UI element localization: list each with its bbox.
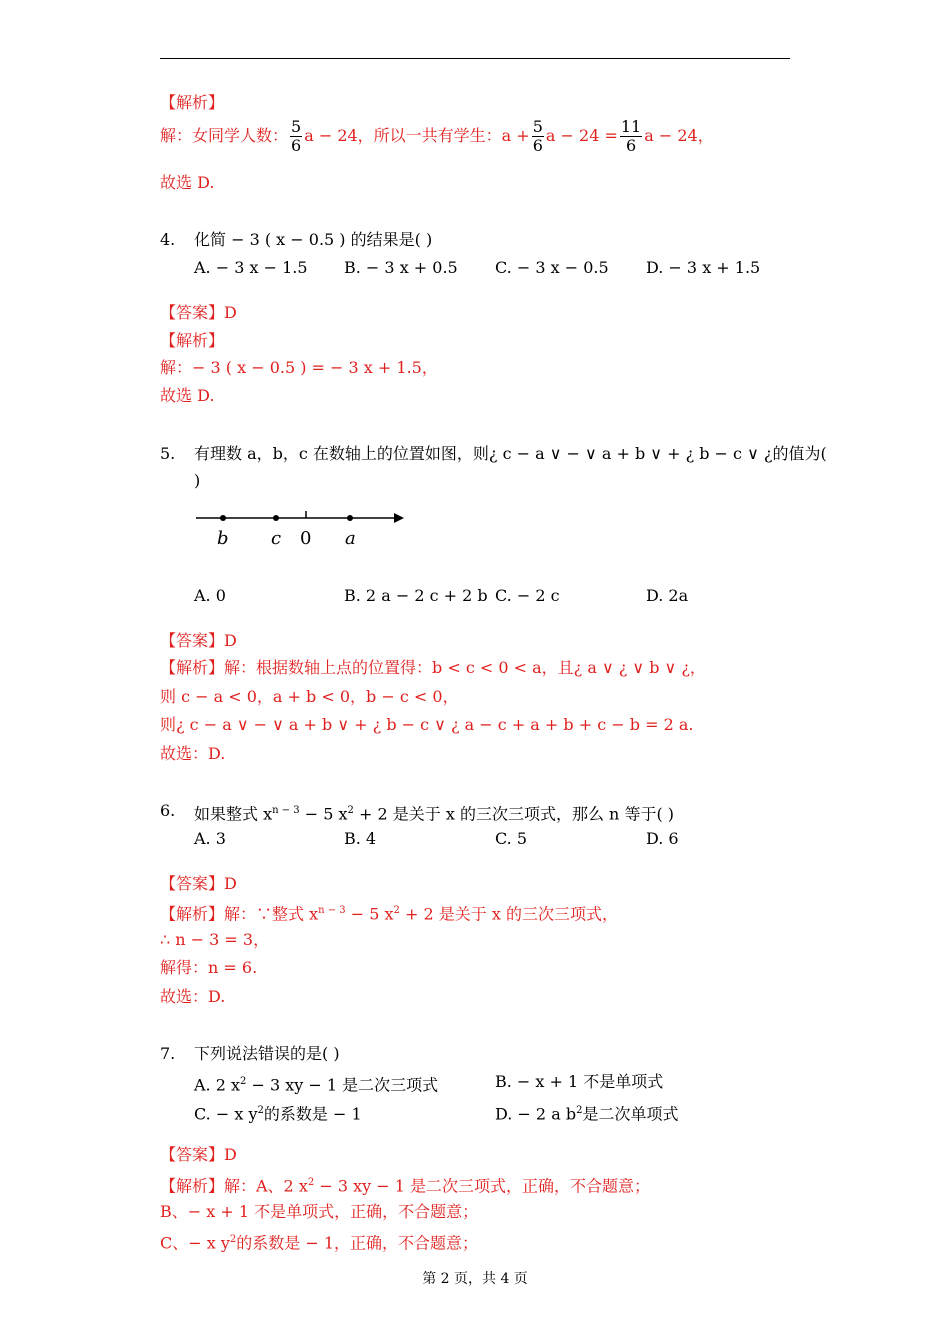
q6-stem-sup: n − 3 [272, 805, 300, 816]
q6-choose: 故选：D. [160, 987, 226, 1006]
q7-line-c [160, 1229, 478, 1254]
q6-option-b: B. 4 [344, 829, 377, 848]
q6-option-c: C. 5 [495, 829, 528, 848]
q7-lineC-pre: C、− x y [160, 1233, 230, 1253]
q5-stem-line2: ) [194, 471, 201, 490]
q3-solution [160, 118, 714, 155]
q3-frac1-num: 5 [291, 117, 302, 136]
q5-analysis-line1: 【解析】解：根据数轴上点的位置得：b < c < 0 < a，且¿ a ∨ ¿ ∨ b ∨ ¿， [160, 658, 706, 677]
q3-frac-3 [620, 118, 642, 155]
q6-analysis [160, 900, 618, 925]
q7-optD-post: 是二次单项式 [582, 1104, 679, 1124]
q5-analysis-line3: 则¿ c − a ∨ − ∨ a + b ∨ + ¿ b − c ∨ ¿ a − c + a + b + c − b = 2 a. [160, 715, 694, 734]
q6-answer: 【答案】D [160, 874, 237, 893]
q4-answer: 【答案】D [160, 303, 237, 322]
q7-answer: 【答案】D [160, 1145, 237, 1164]
q7-optA-post: − 3 xy − 1 是二次三项式 [246, 1075, 439, 1095]
q5-analysis-line2: 则 c − a < 0，a + b < 0，b − c < 0， [160, 687, 459, 706]
q7-analysis [160, 1172, 650, 1197]
q7-option-d [495, 1100, 678, 1125]
q6-analysis-sup2: 2 [393, 905, 400, 916]
q6-line2: ∴ n − 3 = 3， [160, 930, 270, 949]
q5-option-b: B. 2 a − 2 c + 2 b [344, 586, 488, 605]
q7-analysis-pre: 【解析】解：A、2 x [160, 1176, 308, 1196]
q6-stem-post: + 2 是关于 x 的三次三项式，那么 n 等于( ) [353, 804, 675, 824]
q3-frac-2 [532, 118, 544, 155]
q3-frac-1 [290, 118, 302, 155]
q5-number: 5. [160, 444, 176, 463]
q7-option-b: B. − x + 1 不是单项式 [495, 1072, 664, 1091]
q6-stem [194, 800, 674, 825]
q7-lineC-post: 的系数是 − 1，正确，不合题意； [236, 1233, 479, 1253]
q7-stem: 下列说法错误的是( ) [194, 1044, 340, 1063]
q3-analysis-label: 【解析】 [160, 93, 225, 112]
q7-analysis-sup: 2 [307, 1177, 315, 1188]
q6-analysis-mid: − 5 x [345, 904, 394, 924]
q5-number-line [190, 504, 420, 554]
q6-analysis-sup: n − 3 [318, 905, 346, 916]
q3-frac1-den: 6 [291, 136, 302, 155]
q4-number: 4. [160, 230, 176, 249]
q3-sol-prefix: 解：女同学人数： [160, 126, 289, 145]
q6-analysis-pre: 【解析】解：∵整式 x [160, 904, 319, 924]
q6-line3: 解得：n = 6. [160, 958, 258, 977]
q4-option-a: A. − 3 x − 1.5 [194, 258, 308, 277]
q4-option-b: B. − 3 x + 0.5 [344, 258, 458, 277]
q6-stem-mid: − 5 x [299, 804, 348, 824]
q3-frac2-den: 6 [532, 136, 543, 155]
q3-frac3-den: 6 [625, 136, 637, 155]
q7-optC-post: 的系数是 − 1 [263, 1104, 362, 1124]
q5-choose: 故选：D. [160, 744, 226, 763]
q7-lineC-sup: 2 [229, 1234, 237, 1245]
q7-analysis-post: − 3 xy − 1 是二次三项式，正确，不合题意； [314, 1176, 650, 1196]
q7-option-a [194, 1071, 438, 1096]
q6-stem-sup2: 2 [347, 805, 354, 816]
q7-optC-pre: C. − x y [194, 1104, 258, 1124]
page-footer: 第 2 页，共 4 页 [422, 1271, 528, 1287]
q3-choose: 故选 D. [160, 173, 215, 192]
q3-frac2-num: 5 [532, 117, 543, 136]
axis-label-zero: 0 [300, 528, 312, 549]
q6-analysis-post: + 2 是关于 x 的三次三项式， [399, 904, 618, 924]
header-rule [160, 58, 790, 59]
q5-option-c: C. − 2 c [495, 586, 560, 605]
q6-number: 6. [160, 801, 176, 820]
axis-label-c: c [271, 528, 282, 549]
axis-label-b: b [217, 528, 229, 549]
q7-optC-sup: 2 [257, 1105, 264, 1116]
q3-sol-part3: a − 24， [644, 126, 714, 145]
q5-stem-line1: 有理数 a，b，c 在数轴上的位置如图，则¿ c − a ∨ − ∨ a + b ∨ + ¿ b − c ∨ ¿的值为( [194, 444, 827, 463]
q5-answer: 【答案】D [160, 631, 237, 650]
q7-option-c [194, 1100, 362, 1125]
q4-solution: 解：− 3 ( x − 0.5 ) = − 3 x + 1.5， [160, 358, 438, 377]
q5-option-a: A. 0 [194, 586, 226, 605]
q3-frac3-num: 11 [620, 117, 642, 136]
q6-option-d: D. 6 [646, 829, 679, 848]
q7-optD-sup: 2 [576, 1105, 583, 1116]
axis-label-a: a [345, 528, 356, 549]
q6-option-a: A. 3 [194, 829, 226, 848]
q7-optA-sup: 2 [240, 1076, 247, 1087]
q7-optD-pre: D. − 2 a b [495, 1104, 577, 1124]
q4-choose: 故选 D. [160, 386, 215, 405]
q5-option-d: D. 2a [646, 586, 689, 605]
q7-number: 7. [160, 1044, 176, 1063]
q3-sol-part1: a − 24，所以一共有学生：a + [304, 126, 530, 145]
q7-optA-pre: A. 2 x [194, 1075, 241, 1095]
q3-sol-part2: a − 24 = [545, 126, 618, 145]
q4-stem: 化简 − 3 ( x − 0.5 ) 的结果是( ) [194, 230, 433, 249]
q4-option-d: D. − 3 x + 1.5 [646, 258, 761, 277]
q4-analysis-label: 【解析】 [160, 331, 225, 350]
q7-line-b: B、− x + 1 不是单项式，正确，不合题意； [160, 1202, 479, 1221]
q6-stem-pre: 如果整式 x [194, 804, 273, 824]
q4-option-c: C. − 3 x − 0.5 [495, 258, 609, 277]
